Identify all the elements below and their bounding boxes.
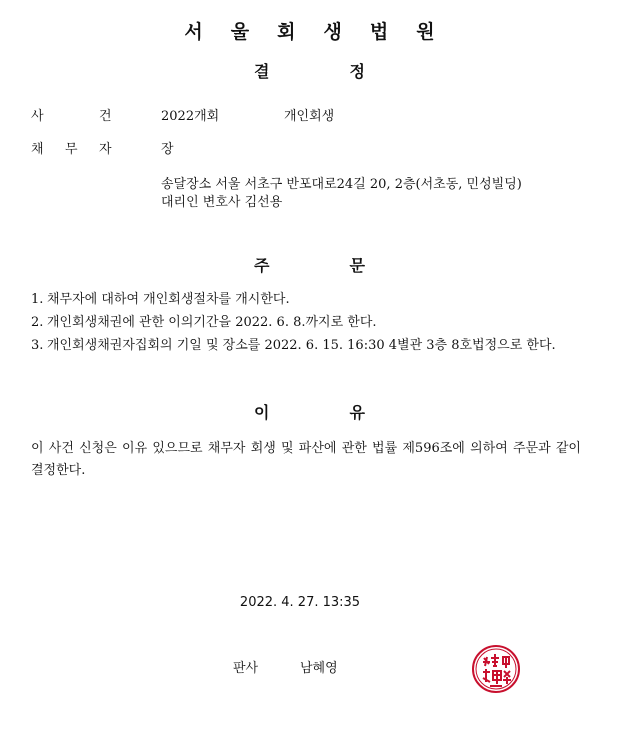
court-title-char: 회 xyxy=(277,21,296,43)
judge-title: 판사 xyxy=(233,661,259,676)
debtor-label-char: 무 xyxy=(65,142,78,157)
order-heading xyxy=(0,253,619,276)
judge-name: 남혜영 xyxy=(300,661,338,676)
document-type-heading xyxy=(0,59,619,82)
order-heading-char: 주 xyxy=(254,256,270,275)
case-type: 개인회생 xyxy=(284,109,335,124)
order-item xyxy=(31,312,581,334)
order-item-text: 개인회생채권에 관한 이의기간을 2022. 6. 8.까지로 한다. xyxy=(47,315,377,330)
reason-heading-char: 이 xyxy=(254,403,270,422)
court-title-char: 생 xyxy=(323,21,342,43)
court-title-char: 원 xyxy=(416,21,435,43)
attorney: 대리인 변호사 김선용 xyxy=(161,195,283,210)
court-title xyxy=(0,17,619,44)
order-item-text: 개인회생채권자집회의 기일 및 장소를 2022. 6. 15. 16:30 4별관 3층 8호법정으로 한다. xyxy=(47,338,556,353)
reason-heading xyxy=(0,400,619,423)
debtor-label-char: 채 xyxy=(31,142,44,157)
case-label-char: 건 xyxy=(99,109,112,124)
order-heading-char: 문 xyxy=(349,256,365,275)
doc-type-char: 결 xyxy=(254,62,270,81)
case-label-char: 사 xyxy=(31,109,44,124)
order-item-number: 2. xyxy=(31,315,44,330)
debtor-label-char: 자 xyxy=(99,142,112,157)
decision-date: 2022. 4. 27. 13:35 xyxy=(239,595,361,610)
court-seal xyxy=(471,644,521,694)
court-title-char: 서 xyxy=(184,21,203,43)
debtor-name: 장 xyxy=(161,142,174,157)
reason-heading-char: 유 xyxy=(349,403,365,422)
doc-type-char: 정 xyxy=(349,62,365,81)
order-item-text: 채무자에 대하여 개인회생절차를 개시한다. xyxy=(47,292,290,307)
court-title-char: 법 xyxy=(369,21,389,43)
order-item-number: 1. xyxy=(31,292,44,307)
reason-text: 이 사건 신청은 이유 있으므로 채무자 회생 및 파산에 관한 법률 제596조에 의하여 주문과 같이 결정한다. xyxy=(31,441,581,478)
order-item xyxy=(31,289,581,311)
order-item xyxy=(31,335,581,357)
court-title-char: 울 xyxy=(230,21,250,43)
order-item-number: 3. xyxy=(31,338,44,353)
case-number: 2022개회 xyxy=(161,109,220,124)
service-address: 송달장소 서울 서초구 반포대로24길 20, 2층(서초동, 민성빌딩) xyxy=(161,177,522,192)
